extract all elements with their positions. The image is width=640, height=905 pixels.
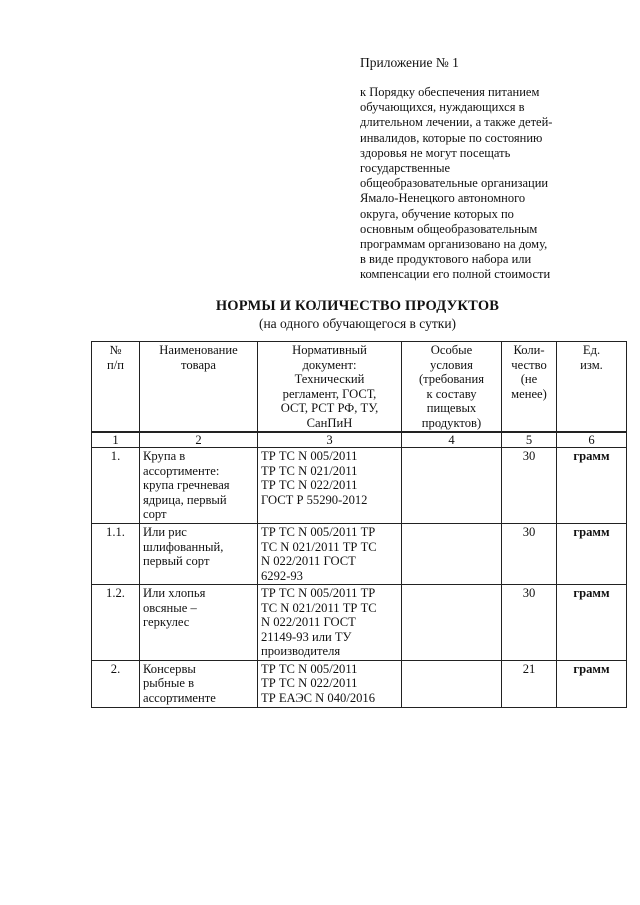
special-conditions bbox=[402, 585, 502, 661]
appendix-line: к Порядку обеспечения питанием bbox=[360, 85, 540, 99]
product-name: Или рис шлифованный, первый сорт bbox=[140, 524, 258, 585]
appendix-description bbox=[360, 85, 635, 283]
table-row bbox=[92, 585, 627, 661]
unit: грамм bbox=[557, 585, 627, 661]
unit: грамм bbox=[557, 524, 627, 585]
header-unit: Ед. изм. bbox=[557, 342, 627, 433]
appendix-line: округа, обучение которых по bbox=[360, 206, 514, 221]
column-number: 6 bbox=[557, 432, 627, 448]
special-conditions bbox=[402, 660, 502, 707]
table-row bbox=[92, 524, 627, 585]
regulatory-document: ТР ТС N 005/2011 ТР ТС N 021/2011 ТР ТС N 022/2011 ГОСТ 21149-93 или ТУ производителя bbox=[258, 585, 402, 661]
regulatory-document: ТР ТС N 005/2011 ТР ТС N 022/2011 ТР ЕАЭС N 040/2016 bbox=[258, 660, 402, 707]
header-number: № п/п bbox=[92, 342, 140, 433]
norms-table bbox=[91, 341, 627, 708]
appendix-line: основным общеобразовательным bbox=[360, 221, 538, 236]
quantity: 21 bbox=[502, 660, 557, 707]
header-special-conditions: Особые условия (требования к составу пищевых продуктов) bbox=[402, 342, 502, 433]
table-row bbox=[92, 448, 627, 524]
unit: грамм bbox=[557, 660, 627, 707]
appendix-line: государственные bbox=[360, 161, 451, 176]
appendix-line: обучающихся, нуждающихся в bbox=[360, 100, 525, 115]
row-number: 1.2. bbox=[92, 585, 140, 661]
column-number: 4 bbox=[402, 432, 502, 448]
column-number: 1 bbox=[92, 432, 140, 448]
appendix-line: Ямало-Ненецкого автономного bbox=[360, 191, 526, 206]
header-regulatory-document: Нормативный документ: Технический регламент, ГОСТ, ОСТ, РСТ РФ, ТУ, СанПиН bbox=[258, 342, 402, 433]
header-product-name: Наименование товара bbox=[140, 342, 258, 433]
unit: грамм bbox=[557, 448, 627, 524]
column-number-row bbox=[92, 432, 627, 448]
special-conditions bbox=[402, 524, 502, 585]
row-number: 1. bbox=[92, 448, 140, 524]
product-name: Крупа в ассортименте: крупа гречневая ядрица, первый сорт bbox=[140, 448, 258, 524]
appendix-block bbox=[360, 54, 635, 283]
column-number: 2 bbox=[140, 432, 258, 448]
quantity: 30 bbox=[502, 585, 557, 661]
appendix-line: программам организовано на дому, bbox=[360, 237, 548, 252]
document-title: НОРМЫ И КОЛИЧЕСТВО ПРОДУКТОВ bbox=[215, 298, 500, 314]
appendix-line: общеобразовательные организации bbox=[360, 176, 549, 191]
appendix-line: длительном лечении, а также детей- bbox=[360, 115, 553, 130]
regulatory-document: ТР ТС N 005/2011 ТР ТС N 021/2011 ТР ТС N 022/2011 ГОСТ Р 55290-2012 bbox=[258, 448, 402, 524]
quantity: 30 bbox=[502, 448, 557, 524]
table-header-row bbox=[92, 342, 627, 433]
quantity: 30 bbox=[502, 524, 557, 585]
header-quantity: Коли- чество (не менее) bbox=[502, 342, 557, 433]
special-conditions bbox=[402, 448, 502, 524]
table-row bbox=[92, 660, 627, 707]
appendix-line: здоровья не могут посещать bbox=[360, 145, 511, 160]
regulatory-document: ТР ТС N 005/2011 ТР ТС N 021/2011 ТР ТС N 022/2011 ГОСТ 6292-93 bbox=[258, 524, 402, 585]
appendix-line: в виде продуктового набора или bbox=[360, 252, 532, 267]
appendix-line: инвалидов, которые по состоянию bbox=[360, 130, 543, 145]
product-name: Консервы рыбные в ассортименте bbox=[140, 660, 258, 707]
document-subtitle: (на одного обучающегося в сутки) bbox=[258, 316, 457, 331]
product-name: Или хлопья овсяные – геркулес bbox=[140, 585, 258, 661]
appendix-line: компенсации его полной стоимости bbox=[360, 267, 551, 282]
column-number: 3 bbox=[258, 432, 402, 448]
column-number: 5 bbox=[502, 432, 557, 448]
row-number: 1.1. bbox=[92, 524, 140, 585]
row-number: 2. bbox=[92, 660, 140, 707]
appendix-title: Приложение № 1 bbox=[360, 55, 459, 70]
